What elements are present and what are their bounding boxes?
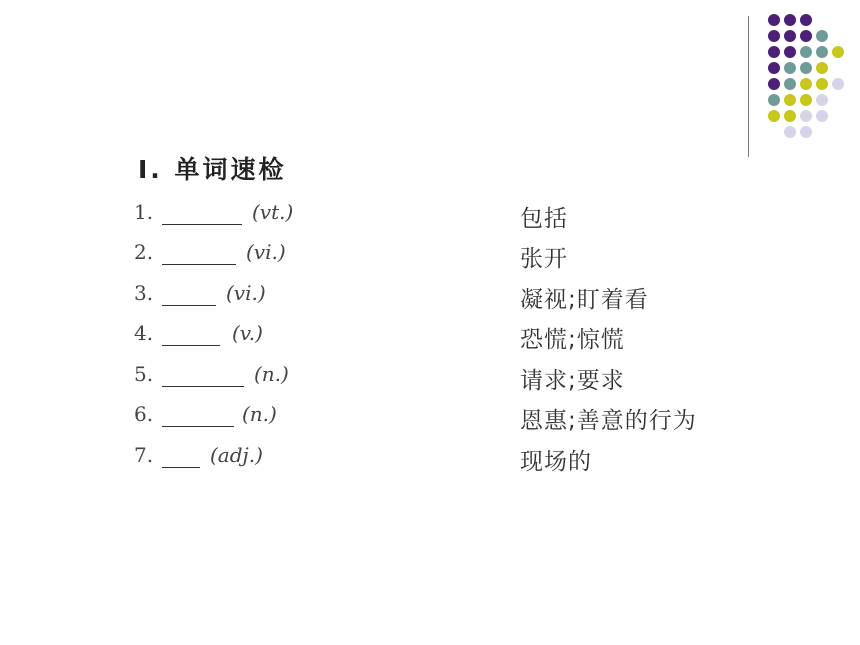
decorative-dot [800, 14, 812, 26]
decorative-dot [816, 94, 828, 106]
item-number: 3. [134, 281, 154, 305]
decorative-dot [784, 126, 796, 138]
item-number: 2. [134, 240, 154, 264]
part-of-speech: (n.) [242, 402, 277, 426]
decorative-dot [768, 78, 780, 90]
decorative-dot [784, 30, 796, 42]
decorative-dot [784, 14, 796, 26]
part-of-speech: (v.) [232, 321, 263, 345]
decorative-dot [832, 46, 844, 58]
answer-blank [162, 467, 200, 468]
decorative-dot [816, 110, 828, 122]
decorative-dot [768, 30, 780, 42]
item-7 [134, 443, 754, 475]
decorative-dot [816, 62, 828, 74]
part-of-speech: (n.) [254, 362, 289, 386]
decorative-dot [800, 110, 812, 122]
answer-blank [162, 386, 244, 387]
decorative-dot [832, 78, 844, 90]
item-number: 7. [134, 443, 154, 467]
decorative-dot [768, 62, 780, 74]
section-title: Ⅰ. 单词速检 [138, 155, 287, 184]
decorative-dot [768, 46, 780, 58]
meaning: 凝视;盯着看 [520, 287, 649, 313]
decorative-dot-grid [0, 0, 860, 160]
decorative-dot [784, 78, 796, 90]
item-number: 4. [134, 321, 154, 345]
answer-blank [162, 224, 242, 225]
part-of-speech: (vt.) [252, 200, 294, 224]
part-of-speech: (vi.) [246, 240, 286, 264]
decorative-dot [800, 78, 812, 90]
decorative-dot [784, 110, 796, 122]
item-number: 6. [134, 402, 154, 426]
decorative-dot [800, 30, 812, 42]
decorative-dot [768, 94, 780, 106]
item-1 [134, 200, 754, 232]
item-4 [134, 321, 754, 353]
decorative-dot [800, 126, 812, 138]
decorative-dot [784, 94, 796, 106]
meaning: 张开 [520, 246, 568, 272]
meaning: 现场的 [520, 449, 592, 475]
answer-blank [162, 426, 234, 427]
meaning: 请求;要求 [520, 368, 625, 394]
decorative-dot [784, 46, 796, 58]
decorative-divider [748, 16, 749, 157]
meaning: 恐慌;惊慌 [520, 327, 625, 353]
decorative-dot [784, 62, 796, 74]
decorative-dot [768, 14, 780, 26]
item-number: 5. [134, 362, 154, 386]
item-3 [134, 281, 754, 313]
answer-blank [162, 345, 220, 346]
item-5 [134, 362, 754, 394]
answer-blank [162, 264, 236, 265]
part-of-speech: (adj.) [210, 443, 263, 467]
decorative-dot [768, 110, 780, 122]
item-number: 1. [134, 200, 154, 224]
decorative-dot [800, 94, 812, 106]
answer-blank [162, 305, 216, 306]
part-of-speech: (vi.) [226, 281, 266, 305]
item-6 [134, 402, 754, 434]
meaning: 包括 [520, 206, 568, 232]
decorative-dot [800, 46, 812, 58]
meaning: 恩惠;善意的行为 [520, 408, 697, 434]
decorative-dot [816, 46, 828, 58]
decorative-dot [816, 30, 828, 42]
decorative-dot [816, 78, 828, 90]
decorative-dot [800, 62, 812, 74]
item-2 [134, 240, 754, 272]
